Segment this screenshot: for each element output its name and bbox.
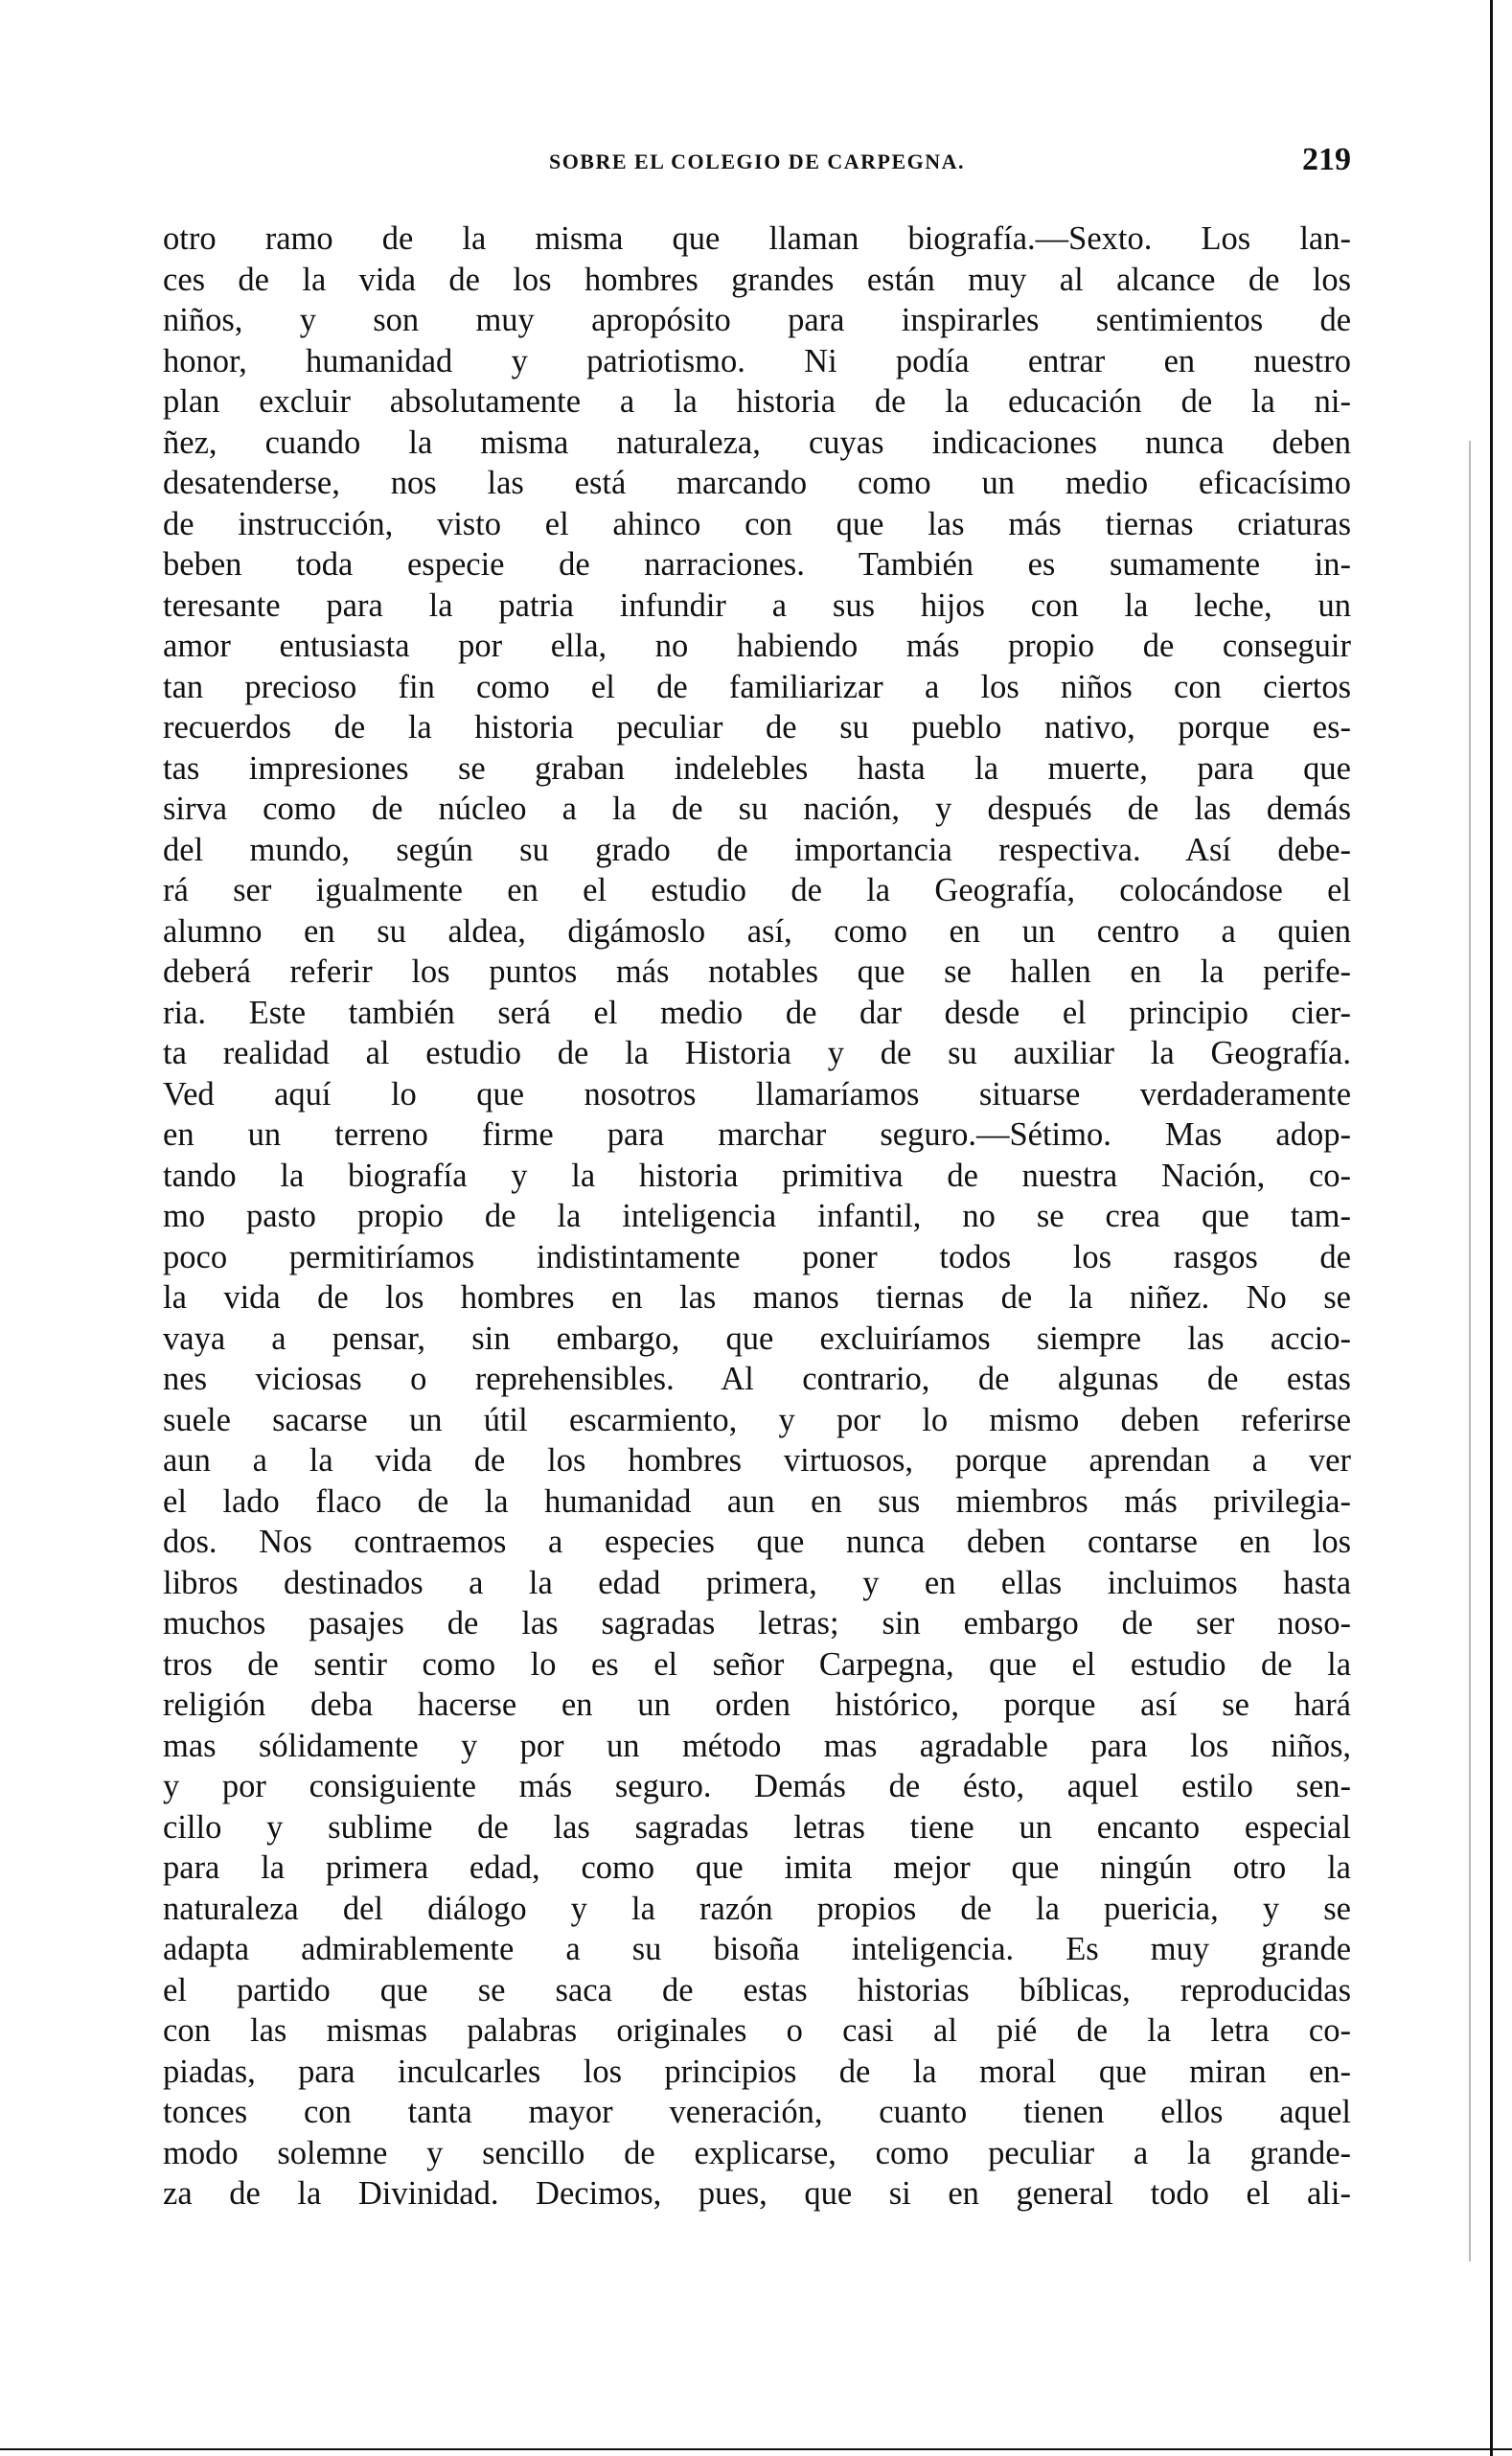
- text-line: tros de sentir como lo es el señor Carpegna, que el estudio de la: [163, 1645, 1352, 1683]
- text-line: niños, y son muy apropósito para inspirarles sentimientos de: [163, 302, 1352, 338]
- text-line: teresante para la patria infundir a sus hijos con la leche, un: [163, 586, 1351, 624]
- text-line: naturaleza del diálogo y la razón propios de la puericia, y se: [163, 1890, 1351, 1927]
- text-line: ces de la vida de los hombres grandes están muy al alcance de los: [163, 261, 1352, 298]
- text-line: suele sacarse un útil escarmiento, y por lo mismo deben referirse: [163, 1401, 1352, 1438]
- text-line: recuerdos de la historia peculiar de su pueblo nativo, porque es-: [163, 709, 1352, 746]
- body-paragraph: [163, 218, 1351, 2215]
- scan-edge-right: [1490, 0, 1493, 2456]
- text-line: aun a la vida de los hombres virtuosos, porque aprendan a ver: [163, 1442, 1351, 1479]
- text-line: plan excluir absolutamente a la historia de la educación de la ni-: [163, 383, 1351, 420]
- text-line: amor entusiasta por ella, no habiendo más propio de conseguir: [163, 628, 1351, 664]
- text-line: de instrucción, visto el ahinco con que las más tiernas criaturas: [163, 505, 1352, 542]
- text-line: honor, humanidad y patriotismo. Ni podía entrar en nuestro: [163, 342, 1351, 379]
- scan-edge-bottom: [0, 2448, 1512, 2450]
- text-line: ta realidad al estudio de la Historia y de su auxiliar la Geografía.: [163, 1035, 1351, 1071]
- text-line: muchos pasajes de las sagradas letras; sin embargo de ser noso-: [163, 1605, 1351, 1641]
- text-line: cillo y sublime de las sagradas letras tiene un encanto especial: [163, 1808, 1351, 1846]
- text-line: ria. Este también será el medio de dar desde el principio cier-: [163, 994, 1351, 1031]
- text-line: vaya a pensar, sin embargo, que excluiríamos siempre las accio-: [163, 1320, 1351, 1357]
- text-line: mo pasto propio de la inteligencia infantil, no se crea que tam-: [163, 1198, 1351, 1234]
- text-line: otro ramo de la misma que llaman biografía.—Sexto. Los lan-: [163, 220, 1351, 257]
- text-line: ñez, cuando la misma naturaleza, cuyas indicaciones nunca deben: [163, 424, 1352, 461]
- scan-margin-line: [1469, 441, 1471, 2261]
- text-line: en un terreno firme para marchar seguro.—Sétimo. Mas adop-: [163, 1116, 1351, 1153]
- text-line: del mundo, según su grado de importancia respectiva. Así debe-: [163, 831, 1351, 868]
- text-line: za de la Divinidad. Decimos, pues, que si en general todo el ali-: [163, 2175, 1351, 2212]
- text-line: con las mismas palabras originales o casi al pié de la letra co-: [163, 2012, 1351, 2049]
- text-line: alumno en su aldea, digámoslo así, como en un centro a quien: [163, 912, 1352, 950]
- text-line: libros destinados a la edad primera, y en ellas incluimos hasta: [163, 1564, 1352, 1601]
- text-line: la vida de los hombres en las manos tiernas de la niñez. No se: [163, 1279, 1351, 1316]
- text-line: tas impresiones se graban indelebles hasta la muerte, para que: [163, 749, 1351, 787]
- text-line: dos. Nos contraemos a especies que nunca deben contarse en los: [163, 1524, 1351, 1560]
- text-line: nes viciosas o reprehensibles. Al contrario, de algunas de estas: [163, 1361, 1351, 1397]
- text-line: adapta admirablemente a su bisoña inteligencia. Es muy grande: [163, 1931, 1352, 1967]
- text-line: desatenderse, nos las está marcando como un medio eficacísimo: [163, 465, 1351, 501]
- text-line: poco permitiríamos indistintamente poner todos los rasgos de: [163, 1238, 1351, 1275]
- text-line: el lado flaco de la humanidad aun en sus miembros más privilegia-: [163, 1482, 1351, 1520]
- text-line: tan precioso fin como el de familiarizar a los niños con ciertos: [163, 668, 1352, 705]
- text-line: beben toda especie de narraciones. También es sumamente in-: [163, 546, 1351, 583]
- text-line: sirva como de núcleo a la de su nación, y después de las demás: [163, 791, 1352, 827]
- text-line: Ved aquí lo que nosotros llamaríamos situarse verdaderamente: [163, 1075, 1352, 1113]
- text-line: piadas, para inculcarles los principios de la moral que miran en-: [163, 2053, 1352, 2090]
- text-line: para la primera edad, como que imita mejor que ningún otro la: [163, 1849, 1351, 1886]
- page-number: 219: [1302, 142, 1351, 177]
- text-line: rá ser igualmente en el estudio de la Geografía, colocándose el: [163, 872, 1351, 908]
- text-line: el partido que se saca de estas historias bíblicas, reproducidas: [163, 1971, 1352, 2008]
- text-line: y por consiguiente más seguro. Demás de ésto, aquel estilo sen-: [163, 1768, 1352, 1804]
- running-title: SOBRE EL COLEGIO DE CARPEGNA.: [548, 149, 966, 173]
- text-line: modo solemne y sencillo de explicarse, como peculiar a la grande-: [163, 2134, 1351, 2171]
- text-line: religión deba hacerse en un orden histórico, porque así se hará: [163, 1687, 1351, 1723]
- text-line: deberá referir los puntos más notables que se hallen en la perife-: [163, 953, 1352, 990]
- text-line: mas sólidamente y por un método mas agradable para los niños,: [163, 1727, 1352, 1764]
- text-line: tonces con tanta mayor veneración, cuanto tienen ellos aquel: [163, 2094, 1351, 2130]
- text-line: tando la biografía y la historia primitiva de nuestra Nación, co-: [163, 1157, 1352, 1194]
- running-header: [163, 142, 1351, 180]
